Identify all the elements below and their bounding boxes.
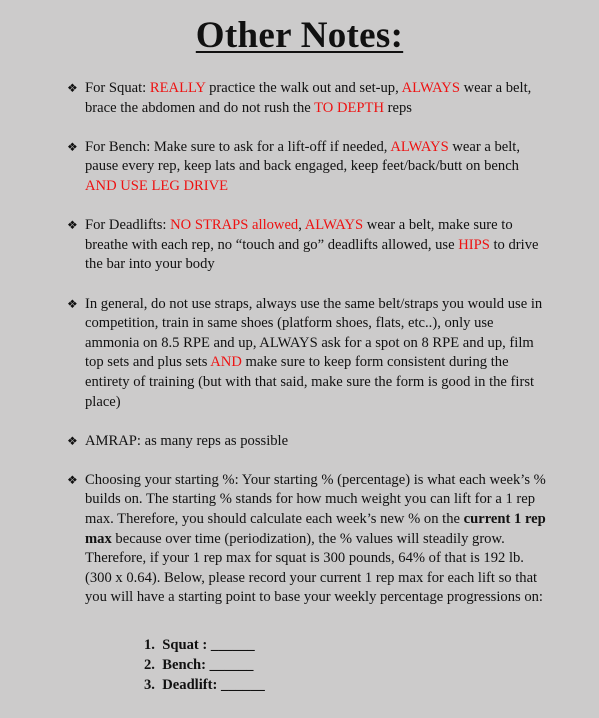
note-highlight-text: ALWAYS xyxy=(304,217,364,234)
lift-number: 3. xyxy=(144,677,163,693)
note-text: In general, do not use straps, always use the same belt/straps you would use in competition, train in same shoes (platform shoes, flats, etc..), only use ammonia on 8.5 RPE and up, ALWAYS ask for a spot on 8 RPE and up, film top sets and plus sets xyxy=(85,295,543,371)
note-text: For Bench: Make sure to ask for a lift-off if needed, xyxy=(85,138,391,155)
diamond-bullet-icon: ❖ xyxy=(67,81,78,95)
note-text: AMRAP: as many reps as possible xyxy=(85,432,289,449)
diamond-bullet-icon: ❖ xyxy=(67,139,78,154)
note-text: reps xyxy=(384,99,412,116)
note-highlight-text: AND xyxy=(210,354,242,371)
note-text: wear a belt, brace the abdomen and do not rush the xyxy=(85,80,532,116)
lift-label: Bench: ______ xyxy=(162,657,254,673)
note-highlight-text: ALWAYS xyxy=(401,80,460,96)
lift-entry xyxy=(144,675,265,695)
one-rep-max-list xyxy=(144,635,265,695)
lift-label: Deadlift: ______ xyxy=(162,677,265,693)
note-text: wear a belt, make sure to breathe with each rep, no “touch and go” deadlifts allowed, use xyxy=(85,217,513,253)
notes-list xyxy=(67,79,547,628)
note-text: wear a belt, pause every rep, keep lats and back engaged, keep feet/back/butt on bench xyxy=(85,138,521,175)
note-highlight-text: ALWAYS xyxy=(390,138,449,155)
note-item xyxy=(67,471,547,608)
diamond-bullet-icon: ❖ xyxy=(67,296,78,311)
note-text: Choosing your starting %: Your starting % (percentage) is what each week’s % builds on. The starting % stands for how much weight you can lift for a 1 rep max. Therefore, you should calculate each week’s new % on the xyxy=(85,471,546,528)
lift-label: Squat : ______ xyxy=(162,637,255,653)
diamond-bullet-icon: ❖ xyxy=(67,433,78,448)
note-item xyxy=(67,295,547,413)
note-text: , xyxy=(298,217,305,234)
lift-entry xyxy=(144,635,265,655)
lift-number: 2. xyxy=(144,657,163,673)
lift-entry xyxy=(144,655,265,675)
note-text: because over time (periodization), the % values will steadily grow. Therefore, if your 1 rep max for squat is 300 pounds, 64% of that is 192 lb. (300 x 0.64). Below, please record your current 1 rep max for each lift so that you will have a starting point to base your weekly percentage progressions on: xyxy=(85,530,543,606)
note-text: practice the walk out and set-up, xyxy=(205,80,402,96)
note-item xyxy=(67,79,547,118)
note-bold-text: current 1 rep max xyxy=(85,511,546,547)
note-text: to drive the bar into your body xyxy=(85,236,539,273)
note-highlight-text: NO STRAPS allowed xyxy=(170,217,299,234)
note-highlight-text: HIPS xyxy=(458,236,490,253)
note-text: make sure to keep form consistent during the entirety of training (but with that said, make sure the form is good in the first place) xyxy=(85,354,535,410)
diamond-bullet-icon: ❖ xyxy=(67,218,78,233)
note-highlight-text: REALLY xyxy=(149,80,206,96)
note-item xyxy=(67,216,547,275)
lift-number: 1. xyxy=(144,637,163,653)
note-item xyxy=(67,138,547,197)
note-text: For Squat: xyxy=(85,80,150,96)
note-highlight-text: AND USE LEG DRIVE xyxy=(85,177,229,194)
diamond-bullet-icon: ❖ xyxy=(67,472,78,487)
note-item xyxy=(67,432,547,452)
page-title: Other Notes: xyxy=(195,15,404,56)
note-text: For Deadlifts: xyxy=(85,217,171,234)
note-highlight-text: TO DEPTH xyxy=(314,99,384,116)
